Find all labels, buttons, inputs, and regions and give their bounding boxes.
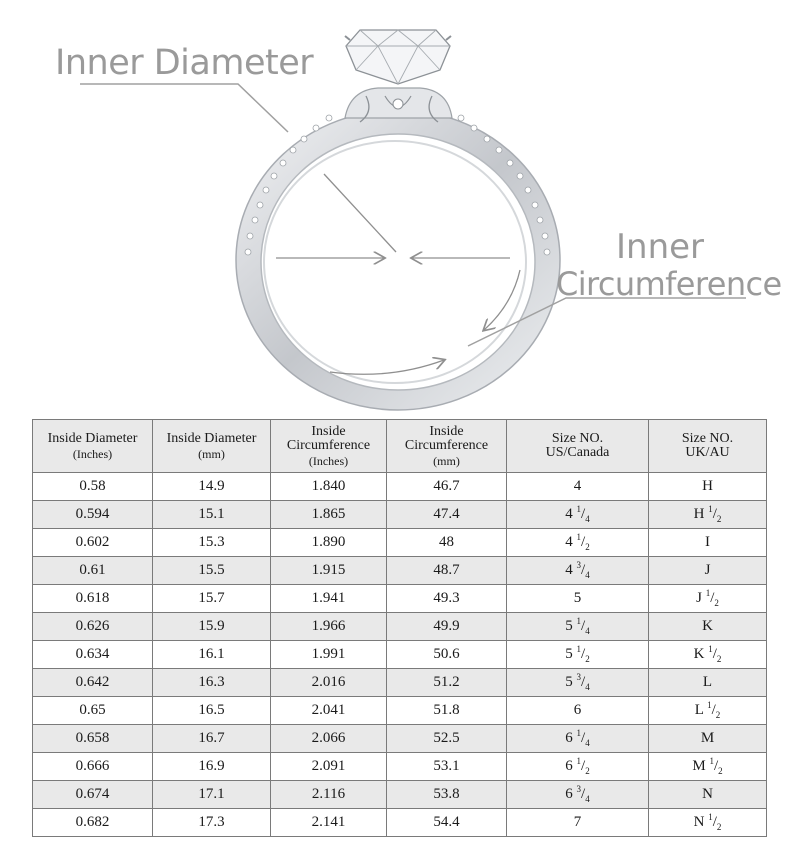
uk-size-half-denominator: 2 [718, 766, 723, 776]
cell-size-uk-au: K $^1/_2$ [649, 641, 767, 669]
us-size-whole: 7 [573, 814, 582, 830]
us-size-whole: 5 [565, 646, 573, 662]
cell-circumference-mm: 51.8 [387, 697, 507, 725]
us-size-fraction-denominator: 4 [585, 738, 590, 748]
cell-size-us-canada: 6 $^1/_4$ [507, 725, 649, 753]
cell-diameter-mm: 15.5 [153, 557, 271, 585]
cell-circumference-mm: 52.5 [387, 725, 507, 753]
cell-size-us-canada: 6 $^1/_2$ [507, 753, 649, 781]
uk-size-half-numerator: 1 [707, 700, 712, 710]
cell-size-uk-au [649, 529, 767, 557]
uk-size-half-denominator: 2 [716, 822, 722, 832]
uk-size-letter: H [702, 478, 713, 494]
us-size-whole: 5 [565, 618, 573, 634]
table-row [33, 641, 767, 669]
cell-circumference-mm: 48.7 [387, 557, 507, 585]
ring-size-table [32, 419, 767, 837]
header-inside-circumference-inches [271, 420, 387, 473]
cell-size-uk-au: N $^1/_2$ [649, 809, 767, 837]
inner-circumference-label-line2: Circumference [556, 265, 782, 303]
table-row [33, 809, 767, 837]
us-size-fraction-denominator: 4 [585, 570, 590, 580]
cell-circumference-mm: 49.3 [387, 585, 507, 613]
cell-size-us-canada [507, 473, 649, 501]
us-size-fraction-denominator: 4 [585, 682, 590, 692]
cell-size-uk-au: L $^1/_2$ [649, 697, 767, 725]
cell-diameter-mm: 17.1 [153, 781, 271, 809]
uk-size-half-numerator: 1 [708, 504, 713, 514]
us-size-fraction-numerator: 1 [576, 756, 582, 766]
us-size-fraction-numerator: 1 [576, 728, 582, 738]
header-title-line: UK/AU [685, 445, 730, 460]
inner-diameter-label: Inner Diameter [55, 43, 314, 83]
uk-size-half-numerator: 1 [708, 644, 713, 654]
cell-diameter-inches: 0.674 [33, 781, 153, 809]
cell-size-us-canada: 6 $^3/_4$ [507, 781, 649, 809]
uk-size-letter: N [702, 786, 713, 802]
uk-size-half-denominator: 2 [716, 514, 722, 524]
uk-size-letter: N [693, 814, 705, 830]
cell-diameter-inches: 0.594 [33, 501, 153, 529]
cell-diameter-inches: 0.682 [33, 809, 153, 837]
table-row [33, 781, 767, 809]
header-unit: (mm) [198, 446, 225, 461]
cell-size-uk-au [649, 557, 767, 585]
us-size-whole: 4 [565, 534, 573, 550]
uk-size-letter: M [700, 730, 715, 746]
cell-diameter-mm: 15.7 [153, 585, 271, 613]
cell-size-uk-au: M $^1/_2$ [649, 753, 767, 781]
us-size-fraction-denominator: 4 [585, 794, 590, 804]
cell-circumference-mm: 51.2 [387, 669, 507, 697]
cell-diameter-inches: 0.626 [33, 613, 153, 641]
header-unit: (Inches) [72, 446, 113, 461]
us-size-fraction-numerator: 1 [576, 644, 582, 654]
table-row [33, 473, 767, 501]
uk-size-letter: I [705, 534, 710, 550]
us-size-whole: 4 [573, 478, 582, 494]
uk-size-half-denominator: 2 [716, 654, 722, 664]
uk-size-letter: J [704, 562, 711, 578]
us-size-fraction-denominator: 4 [585, 514, 590, 524]
cell-diameter-inches: 0.618 [33, 585, 153, 613]
cell-diameter-inches: 0.61 [33, 557, 153, 585]
us-size-fraction-denominator: 2 [585, 654, 590, 664]
us-size-fraction-numerator: 3 [576, 784, 582, 794]
table-row [33, 585, 767, 613]
cell-diameter-mm: 15.3 [153, 529, 271, 557]
inner-circumference-label-line1: Inner [616, 227, 705, 267]
cell-circumference-mm: 47.4 [387, 501, 507, 529]
cell-circumference-inches: 1.941 [271, 585, 387, 613]
table-row [33, 697, 767, 725]
header-unit: (mm) [433, 453, 460, 468]
cell-size-us-canada: 4 $^3/_4$ [507, 557, 649, 585]
cell-size-us-canada: 5 $^3/_4$ [507, 669, 649, 697]
cell-circumference-inches: 1.865 [271, 501, 387, 529]
us-size-fraction-numerator: 1 [576, 532, 582, 542]
table-row [33, 725, 767, 753]
uk-size-letter: M [692, 758, 706, 774]
cell-size-uk-au: J $^1/_2$ [649, 585, 767, 613]
cell-size-uk-au [649, 725, 767, 753]
header-inside-diameter-inches [33, 420, 153, 473]
cell-size-us-canada [507, 809, 649, 837]
ring-setting [345, 88, 452, 122]
cell-circumference-mm: 48 [387, 529, 507, 557]
cell-circumference-inches: 2.066 [271, 725, 387, 753]
uk-size-letter: H [693, 506, 705, 522]
us-size-fraction-denominator: 4 [585, 626, 590, 636]
table-header-row [33, 420, 767, 473]
uk-size-half-numerator: 1 [708, 812, 713, 822]
uk-size-letter: L [702, 674, 713, 690]
cell-diameter-inches: 0.58 [33, 473, 153, 501]
uk-size-half-numerator: 1 [709, 756, 714, 766]
cell-diameter-mm: 16.3 [153, 669, 271, 697]
cell-diameter-mm: 16.5 [153, 697, 271, 725]
table-row [33, 753, 767, 781]
us-size-whole: 5 [565, 674, 573, 690]
header-inside-circumference-mm [387, 420, 507, 473]
cell-diameter-mm: 16.9 [153, 753, 271, 781]
cell-size-uk-au [649, 669, 767, 697]
cell-size-us-canada [507, 697, 649, 725]
cell-circumference-mm: 49.9 [387, 613, 507, 641]
cell-size-us-canada [507, 585, 649, 613]
uk-size-letter: J [696, 590, 702, 606]
cell-circumference-mm: 53.1 [387, 753, 507, 781]
cell-diameter-mm: 16.7 [153, 725, 271, 753]
cell-circumference-inches: 2.141 [271, 809, 387, 837]
uk-size-letter: L [694, 702, 704, 718]
uk-size-half-denominator: 2 [714, 598, 719, 608]
us-size-whole: 4 [565, 506, 573, 522]
cell-circumference-inches: 2.041 [271, 697, 387, 725]
cell-size-us-canada: 4 $^1/_4$ [507, 501, 649, 529]
us-size-whole: 4 [565, 562, 573, 578]
header-size-us-canada [507, 420, 649, 473]
cell-diameter-mm: 17.3 [153, 809, 271, 837]
cell-circumference-inches: 2.116 [271, 781, 387, 809]
us-size-whole: 6 [573, 702, 582, 718]
us-size-fraction-numerator: 1 [576, 616, 582, 626]
table-row [33, 613, 767, 641]
cell-circumference-inches: 1.890 [271, 529, 387, 557]
header-title-line: Circumference [404, 437, 489, 453]
inner-diameter-leader [80, 84, 288, 132]
cell-circumference-inches: 1.991 [271, 641, 387, 669]
us-size-whole: 5 [573, 590, 582, 606]
cell-size-uk-au: H $^1/_2$ [649, 501, 767, 529]
us-size-fraction-numerator: 1 [576, 504, 582, 514]
uk-size-letter: K [693, 646, 705, 662]
cell-diameter-inches: 0.602 [33, 529, 153, 557]
cell-size-uk-au [649, 613, 767, 641]
us-size-fraction-numerator: 3 [576, 672, 582, 682]
cell-circumference-inches: 2.091 [271, 753, 387, 781]
cell-diameter-inches: 0.634 [33, 641, 153, 669]
us-size-whole: 6 [565, 730, 573, 746]
cell-diameter-mm: 16.1 [153, 641, 271, 669]
uk-size-letter: K [702, 618, 713, 634]
header-title-line: Inside [429, 423, 464, 439]
header-unit: (Inches) [308, 453, 349, 468]
cell-circumference-mm: 54.4 [387, 809, 507, 837]
table-row [33, 557, 767, 585]
header-inside-diameter-mm [153, 420, 271, 473]
us-size-fraction-denominator: 2 [585, 542, 590, 552]
cell-size-us-canada: 5 $^1/_2$ [507, 641, 649, 669]
header-title-line: US/Canada [545, 445, 610, 460]
uk-size-half-numerator: 1 [705, 588, 711, 598]
cell-diameter-inches: 0.65 [33, 697, 153, 725]
us-size-fraction-numerator: 3 [576, 560, 582, 570]
cell-circumference-inches: 1.840 [271, 473, 387, 501]
table-body [33, 473, 767, 837]
cell-circumference-inches: 1.966 [271, 613, 387, 641]
cell-size-us-canada: 4 $^1/_2$ [507, 529, 649, 557]
cell-diameter-mm: 14.9 [153, 473, 271, 501]
us-size-whole: 6 [565, 758, 573, 774]
cell-circumference-inches: 1.915 [271, 557, 387, 585]
cell-circumference-inches: 2.016 [271, 669, 387, 697]
us-size-fraction-denominator: 2 [585, 766, 590, 776]
header-title-line: Inside [311, 423, 346, 439]
us-size-whole: 6 [565, 786, 573, 802]
diamond-icon [345, 30, 451, 84]
cell-circumference-mm: 50.6 [387, 641, 507, 669]
table-row [33, 529, 767, 557]
uk-size-half-denominator: 2 [715, 710, 721, 720]
cell-diameter-inches: 0.666 [33, 753, 153, 781]
header-title-line: Circumference [286, 437, 371, 453]
table-row [33, 669, 767, 697]
cell-size-uk-au [649, 781, 767, 809]
ring-band [236, 110, 560, 410]
header-title-line: Size NO. [551, 431, 604, 446]
cell-diameter-mm: 15.1 [153, 501, 271, 529]
cell-diameter-inches: 0.658 [33, 725, 153, 753]
cell-circumference-mm: 53.8 [387, 781, 507, 809]
header-title-line: Inside Diameter [47, 430, 138, 446]
cell-diameter-mm: 15.9 [153, 613, 271, 641]
cell-size-us-canada: 5 $^1/_4$ [507, 613, 649, 641]
header-title-line: Size NO. [681, 431, 734, 446]
cell-diameter-inches: 0.642 [33, 669, 153, 697]
header-size-uk-au [649, 420, 767, 473]
cell-size-uk-au [649, 473, 767, 501]
table-row [33, 501, 767, 529]
cell-circumference-mm: 46.7 [387, 473, 507, 501]
header-title-line: Inside Diameter [166, 430, 257, 446]
